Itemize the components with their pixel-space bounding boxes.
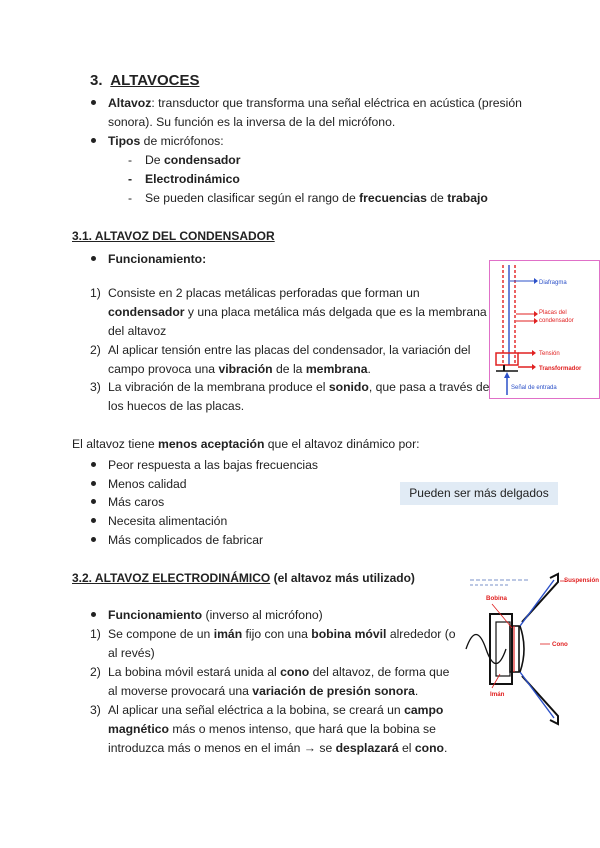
list-item: La vibración de la membrana produce el sonido, que pasa a través de [108, 380, 490, 394]
list-item: La bobina móvil estará unida al cono del altavoz, de forma que [108, 665, 450, 679]
reason-item: Necesita alimentación [108, 514, 228, 528]
list-number: 2) [90, 665, 101, 679]
electrodynamic-diagram-svg [462, 570, 600, 728]
label-diafragma: Diafragma [539, 280, 567, 286]
funcionamiento-line: Funcionamiento (inverso al micrófono) [108, 608, 323, 622]
dash: - [128, 172, 133, 186]
bullet [91, 537, 96, 542]
list-number: 2) [90, 343, 101, 357]
list-item-cont: introduzca más o menos en el imán → se desplazará el cono. [108, 741, 448, 755]
reason-item: Más caros [108, 495, 165, 509]
subsection-heading-electrodinamico: 3.2. ALTAVOZ ELECTRODINÁMICO (el altavoz más utilizado) [72, 571, 415, 585]
subtype-condensador: De condensador [145, 153, 241, 167]
label-senal: Señal de entrada [511, 385, 557, 391]
condenser-speaker-diagram [489, 260, 600, 399]
bullet [91, 256, 96, 261]
dash: - [128, 153, 133, 167]
electrodynamic-speaker-diagram [462, 570, 600, 728]
bullet [91, 499, 96, 504]
dash: - [128, 191, 133, 205]
subsection-heading-condensador: 3.1. ALTAVOZ DEL CONDENSADOR [72, 229, 275, 243]
list-number: 3) [90, 703, 101, 717]
section-number: 3. [90, 72, 103, 89]
label-placas-1: Placas del [539, 310, 567, 316]
list-item: Al aplicar una señal eléctrica a la bobina, se creará un campo [108, 703, 444, 717]
reason-item: Peor respuesta a las bajas frecuencias [108, 458, 319, 472]
list-item-cont: al revés) [108, 646, 155, 660]
altavoz-definition: Altavoz: transductor que transforma una señal eléctrica en acústica (presión [108, 96, 522, 110]
list-number: 1) [90, 286, 101, 300]
altavoz-definition-cont: sonora). Su función es la inversa de la del micrófono. [108, 115, 396, 129]
bullet [91, 462, 96, 467]
tipos-line: Tipos de micrófonos: [108, 134, 224, 148]
list-item-cont: condensador y una placa metálica más delgada que es la membrana [108, 305, 487, 319]
label-placas-2: condensador [539, 318, 574, 324]
label-tension: Tensión [539, 351, 560, 357]
list-number: 3) [90, 380, 101, 394]
bullet [91, 100, 96, 105]
list-item-cont: del altavoz [108, 324, 167, 338]
bullet [91, 612, 96, 617]
list-item: Consiste en 2 placas metálicas perforadas que forman un [108, 286, 420, 300]
list-item: Se compone de un imán fijo con una bobina móvil alrededor (o [108, 627, 456, 641]
bullet [91, 138, 96, 143]
highlight-note: Pueden ser más delgados [400, 482, 558, 505]
subtype-electrodinamico: Electrodinámico [145, 172, 240, 186]
list-item-cont: campo provoca una vibración de la membrana. [108, 362, 371, 376]
section-title [90, 72, 199, 90]
funcionamiento-label: Funcionamiento: [108, 252, 207, 266]
section-title-text: ALTAVOCES [110, 72, 200, 89]
bullet [91, 481, 96, 486]
label-iman: Imán [490, 691, 505, 698]
list-item-cont: los huecos de las placas. [108, 399, 245, 413]
acceptance-line: El altavoz tiene menos aceptación que el altavoz dinámico por: [72, 437, 420, 451]
condenser-diagram-svg [490, 261, 599, 398]
list-number: 1) [90, 627, 101, 641]
subtype-frecuencias: Se pueden clasificar según el rango de frecuencias de trabajo [145, 191, 488, 205]
label-suspension: Suspensión [564, 577, 600, 584]
list-item-cont: al moverse provocará una variación de presión sonora. [108, 684, 419, 698]
list-item-cont: magnético más o menos intenso, que hará que la bobina se [108, 722, 436, 736]
reason-item: Más complicados de fabricar [108, 533, 264, 547]
list-item: Al aplicar tensión entre las placas del condensador, la variación del [108, 343, 471, 357]
reason-item: Menos calidad [108, 477, 187, 491]
label-bobina: Bobina [486, 595, 507, 602]
bullet [91, 518, 96, 523]
label-transformador: Transformador [539, 366, 582, 372]
label-cono: Cono [552, 641, 568, 648]
